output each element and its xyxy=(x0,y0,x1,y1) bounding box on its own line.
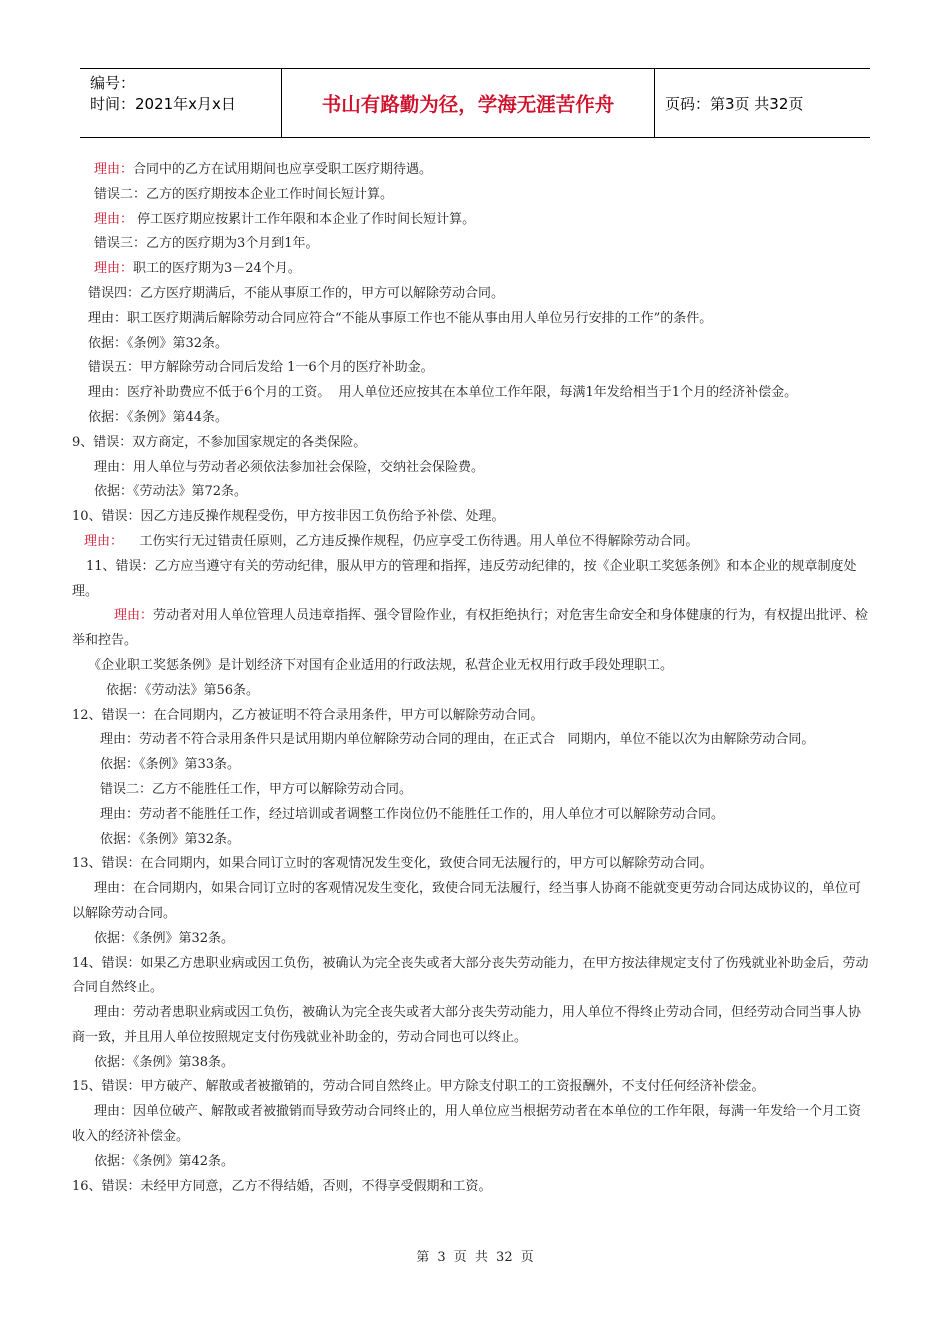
reason-label: 理由： xyxy=(94,211,134,227)
text-line xyxy=(72,257,872,282)
line-text: 依据：《条例》第32条。 xyxy=(94,930,235,946)
text-line xyxy=(72,406,872,431)
document-number-label: 编号： xyxy=(90,74,136,92)
reason-label: 理由： xyxy=(94,162,134,177)
text-line xyxy=(72,927,872,952)
line-text: 理由：在合同期内，如果合同订立时的客观情况发生变化，致使合同无法履行，经当事人协商不能就变更劳动合同达成协议的，单位可以解除劳动合同。 xyxy=(72,881,862,921)
line-text: 理由：劳动者患职业病或因工负伤，被确认为完全丧失或者大部分丧失劳动能力，用人单位不得终止劳动合同，但经劳动合同当事人协商一致，并且用人单位按照规定支付伤残就业补助金的，劳动合同也可以终止。 xyxy=(72,1005,862,1045)
line-text: 劳动者对用人单位管理人员违章指挥、强令冒险作业，有权拒绝执行；对危害生命安全和身体健康的行为，有权提出批评、检举和控告。 xyxy=(72,608,869,649)
line-text: 依据：《条例》第42条。 xyxy=(94,1153,235,1169)
text-line xyxy=(72,208,872,233)
text-line xyxy=(72,431,872,456)
line-text: 错误五：甲方解除劳动合同后发给 1一6个月的医疗补助金。 xyxy=(88,360,434,376)
text-line xyxy=(72,1150,872,1175)
line-text: 理由：用人单位与劳动者必须依法参加社会保险，交纳社会保险费。 xyxy=(94,459,485,475)
line-text: 10、错误：因乙方违反操作规程受伤，甲方按非因工负伤给予补偿、处理。 xyxy=(72,509,505,525)
line-text: 错误二：乙方的医疗期按本企业工作时间长短计算。 xyxy=(94,186,394,202)
line-text: 13、错误：在合同期内，如果合同订立时的客观情况发生变化，致使合同无法履行的，甲方可以解除劳动合同。 xyxy=(72,856,713,872)
line-text: 停工医疗期应按累计工作年限和本企业了作时间长短计算。 xyxy=(133,211,476,227)
text-line xyxy=(72,158,872,183)
line-text: 依据：《条例》第33条。 xyxy=(100,757,241,773)
line-text: 依据：《条例》第32条。 xyxy=(100,831,241,847)
text-line xyxy=(72,654,872,679)
header-meta xyxy=(80,69,282,137)
text-line xyxy=(72,480,872,505)
reason-label: 理由： xyxy=(114,608,154,624)
line-text: 理由：劳动者不符合录用条件只是试用期内单位解除劳动合同的理由，在正式合 同期内，单位不能以次为由解除劳动合同。 xyxy=(100,732,815,748)
text-line xyxy=(72,728,872,753)
line-text: 错误三：乙方的医疗期为3个月到1年。 xyxy=(94,236,319,252)
line-text: 依据：《条例》第44条。 xyxy=(88,409,229,425)
text-line xyxy=(72,952,872,1002)
text-line xyxy=(72,852,872,877)
text-line xyxy=(72,232,872,257)
line-text: 12、错误一：在合同期内，乙方被证明不符合录用条件，甲方可以解除劳动合同。 xyxy=(72,707,544,723)
text-line xyxy=(72,1001,872,1051)
line-text: 错误二：乙方不能胜任工作，甲方可以解除劳动合同。 xyxy=(100,781,413,797)
text-line xyxy=(72,555,872,605)
text-line xyxy=(72,307,872,332)
document-time-label: 时间：2021年x月x日 xyxy=(90,95,236,113)
text-line xyxy=(72,456,872,481)
text-line xyxy=(72,753,872,778)
header-motto: 书山有路勤为径，学海无涯苦作舟 xyxy=(282,69,655,137)
line-text: 依据：《劳动法》第72条。 xyxy=(94,484,248,500)
text-line xyxy=(72,282,872,307)
line-text: 工伤实行无过错责任原则，乙方违反操作规程，仍应享受工伤待遇。用人单位不得解除劳动合同。 xyxy=(123,533,699,549)
line-text: 理由：职工医疗期满后解除劳动合同应符合“不能从事原工作也不能从事由用人单位另行安排的工作”的条件。 xyxy=(88,310,713,326)
text-line xyxy=(72,704,872,729)
page-header xyxy=(80,68,870,138)
line-text: 依据：《条例》第32条。 xyxy=(88,335,229,351)
text-line xyxy=(72,877,872,927)
text-line xyxy=(72,183,872,208)
text-line xyxy=(72,679,872,704)
text-line xyxy=(72,1075,872,1100)
line-text: 14、错误：如果乙方患职业病或因工负伤，被确认为完全丧失或者大部分丧失劳动能力，在甲方按法律规定支付了伤残就业补助金后，劳动合同自然终止。 xyxy=(72,955,869,996)
text-line xyxy=(72,1051,872,1076)
text-line xyxy=(72,381,872,406)
line-text: 11、错误：乙方应当遵守有关的劳动纪律，服从甲方的管理和指挥，违反劳动纪律的，按《企业职工奖惩条例》和本企业的规章制度处理。 xyxy=(72,558,857,599)
header-page-info: 页码：第3页 共32页 xyxy=(665,94,804,113)
line-text: 理由：因单位破产、解散或者被撤销而导致劳动合同终止的，用人单位应当根据劳动者在本单位的工作年限，每满一年发给一个月工资收入的经济补偿金。 xyxy=(72,1104,862,1145)
line-text: 理由：医疗补助费应不低于6个月的工资。 用人单位还应按其在本单位工作年限，每满1年发给相当于1个月的经济补偿金。 xyxy=(88,385,798,401)
line-text: 9、错误：双方商定，不参加国家规定的各类保险。 xyxy=(72,434,367,450)
line-text: 15、错误：甲方破产、解散或者被撤销的，劳动合同自然终止。甲方除支付职工的工资报酬外，不支付任何经济补偿金。 xyxy=(72,1079,765,1095)
text-line xyxy=(72,803,872,828)
document-body xyxy=(72,158,872,1199)
text-line xyxy=(72,1175,872,1200)
line-text: 《企业职工奖惩条例》是计划经济下对国有企业适用的行政法规，私营企业无权用行政手段处理职工。 xyxy=(88,657,674,673)
line-text: 依据：《条例》第38条。 xyxy=(94,1054,235,1070)
text-line xyxy=(72,1100,872,1150)
line-text: 依据：《劳动法》第56条。 xyxy=(106,682,260,698)
line-text: 16、错误：未经甲方同意，乙方不得结婚，否则，不得享受假期和工资。 xyxy=(72,1178,492,1194)
reason-label: 理由： xyxy=(94,261,134,277)
line-text: 错误四：乙方医疗期满后，不能从事原工作的，甲方可以解除劳动合同。 xyxy=(88,285,505,301)
line-text: 理由：劳动者不能胜任工作，经过培训或者调整工作岗位仍不能胜任工作的，用人单位才可以解除劳动合同。 xyxy=(100,806,725,822)
text-line xyxy=(72,332,872,357)
line-text: 职工的医疗期为3－24个月。 xyxy=(133,261,301,277)
reason-label: 理由： xyxy=(84,533,124,549)
text-line xyxy=(72,356,872,381)
text-line xyxy=(72,828,872,853)
line-text: 合同中的乙方在试用期间也应享受职工医疗期待遇。 xyxy=(133,162,433,177)
page-footer: 第 3 页 共 32 页 xyxy=(416,1250,534,1265)
text-line xyxy=(72,530,872,555)
text-line xyxy=(72,778,872,803)
text-line xyxy=(72,505,872,530)
text-line xyxy=(72,604,872,654)
